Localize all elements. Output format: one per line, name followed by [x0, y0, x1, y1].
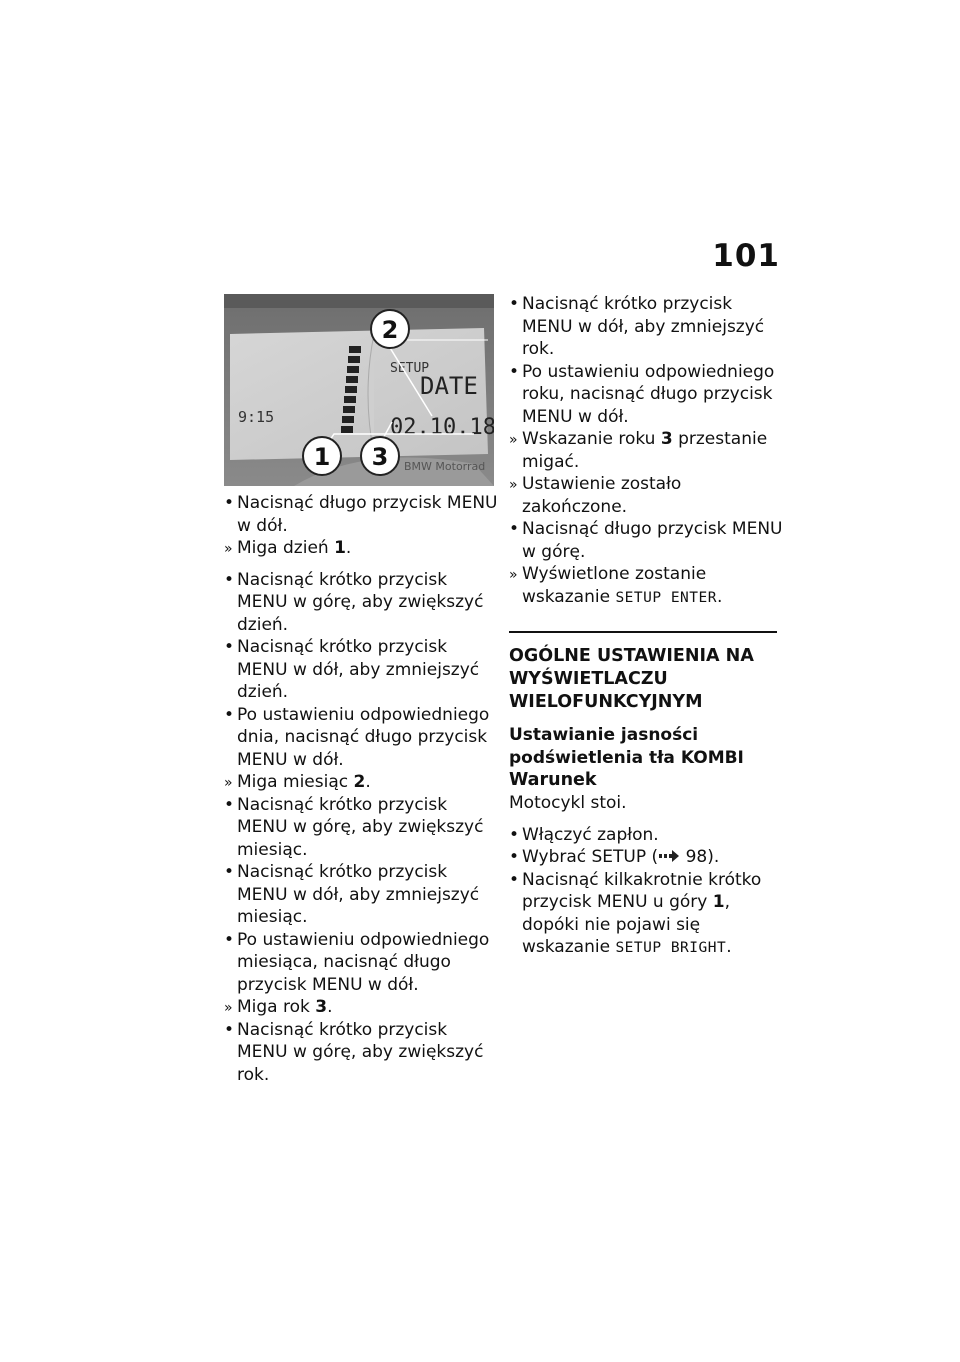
- list-item: • Wybrać SETUP ( 98).: [509, 846, 784, 869]
- brand-label: BMW Motorrad: [404, 460, 486, 473]
- list-item: • Nacisnąć długo przycisk MENU w górę.: [509, 518, 784, 563]
- list-item: • Po ustawieniu odpowiedniego dnia, nacisnąć długo przycisk MENU w dół.: [224, 704, 499, 772]
- result-item: » Ustawienie zostało zakończone.: [509, 473, 784, 518]
- page-number: 101: [712, 238, 780, 274]
- list-item: • Nacisnąć krótko przycisk MENU w dół, aby zmniejszyć miesiąc.: [224, 861, 499, 929]
- list-item: • Nacisnąć krótko przycisk MENU w górę, aby zwiększyć rok.: [224, 1019, 499, 1087]
- page-reference-arrow-icon: [658, 849, 680, 863]
- result-item: » Wyświetlone zostanie wskazanie SETUP ENTER.: [509, 563, 784, 609]
- list-item: • Nacisnąć długo przycisk MENU w dół.: [224, 492, 499, 537]
- list-item: • Włączyć zapłon.: [509, 824, 784, 847]
- condition-label: Warunek: [509, 770, 597, 790]
- list-item: • Nacisnąć krótko przycisk MENU w górę, aby zwiększyć miesiąc.: [224, 794, 499, 862]
- condition-text: Motocykl stoi.: [509, 793, 627, 813]
- callout-3: [361, 437, 399, 475]
- list-item: • Po ustawieniu odpowiedniego roku, nacisnąć długo przycisk MENU w dół.: [509, 361, 784, 429]
- section-divider: [509, 631, 777, 633]
- lcd-clock: 9:15: [238, 408, 275, 426]
- right-column: [509, 293, 784, 960]
- svg-text:3: 3: [371, 443, 389, 471]
- callout-2: [371, 310, 409, 348]
- list-item: • Po ustawieniu odpowiedniego miesiąca, nacisnąć długo przycisk MENU w dół.: [224, 929, 499, 997]
- instrument-cluster-photo: [224, 294, 494, 486]
- callout-1: [303, 437, 341, 475]
- list-item: • Nacisnąć krótko przycisk MENU w górę, aby zwiększyć dzień.: [224, 569, 499, 637]
- result-item: » Wskazanie roku 3 przestanie migać.: [509, 428, 784, 473]
- list-item: • Nacisnąć krótko przycisk MENU w dół, aby zmniejszyć dzień.: [224, 636, 499, 704]
- svg-text:1: 1: [313, 443, 331, 471]
- section-heading: OGÓLNE USTAWIENIA NA WYŚWIETLACZU WIELOFUNKCYJNYM: [509, 646, 754, 712]
- result-item: » Miga dzień 1.: [224, 537, 499, 560]
- subheading: Ustawianie jasności podświetlenia tła KOMBI: [509, 725, 744, 768]
- lcd-setup: SETUP: [390, 361, 430, 376]
- result-item: » Miga rok 3.: [224, 996, 499, 1019]
- svg-text:2: 2: [381, 316, 399, 344]
- left-column: [224, 492, 499, 1086]
- cluster-illustration: [224, 294, 494, 486]
- list-item: • Nacisnąć krótko przycisk MENU w dół, aby zmniejszyć rok.: [509, 293, 784, 361]
- result-item: » Miga miesiąc 2.: [224, 771, 499, 794]
- list-item: • Nacisnąć kilkakrotnie krótko przycisk MENU u góry 1, dopóki nie pojawi się wskazanie SETUP BRIGHT.: [509, 869, 784, 960]
- lcd-date: DATE: [420, 372, 478, 400]
- lcd-value: 02.10.18: [390, 415, 494, 440]
